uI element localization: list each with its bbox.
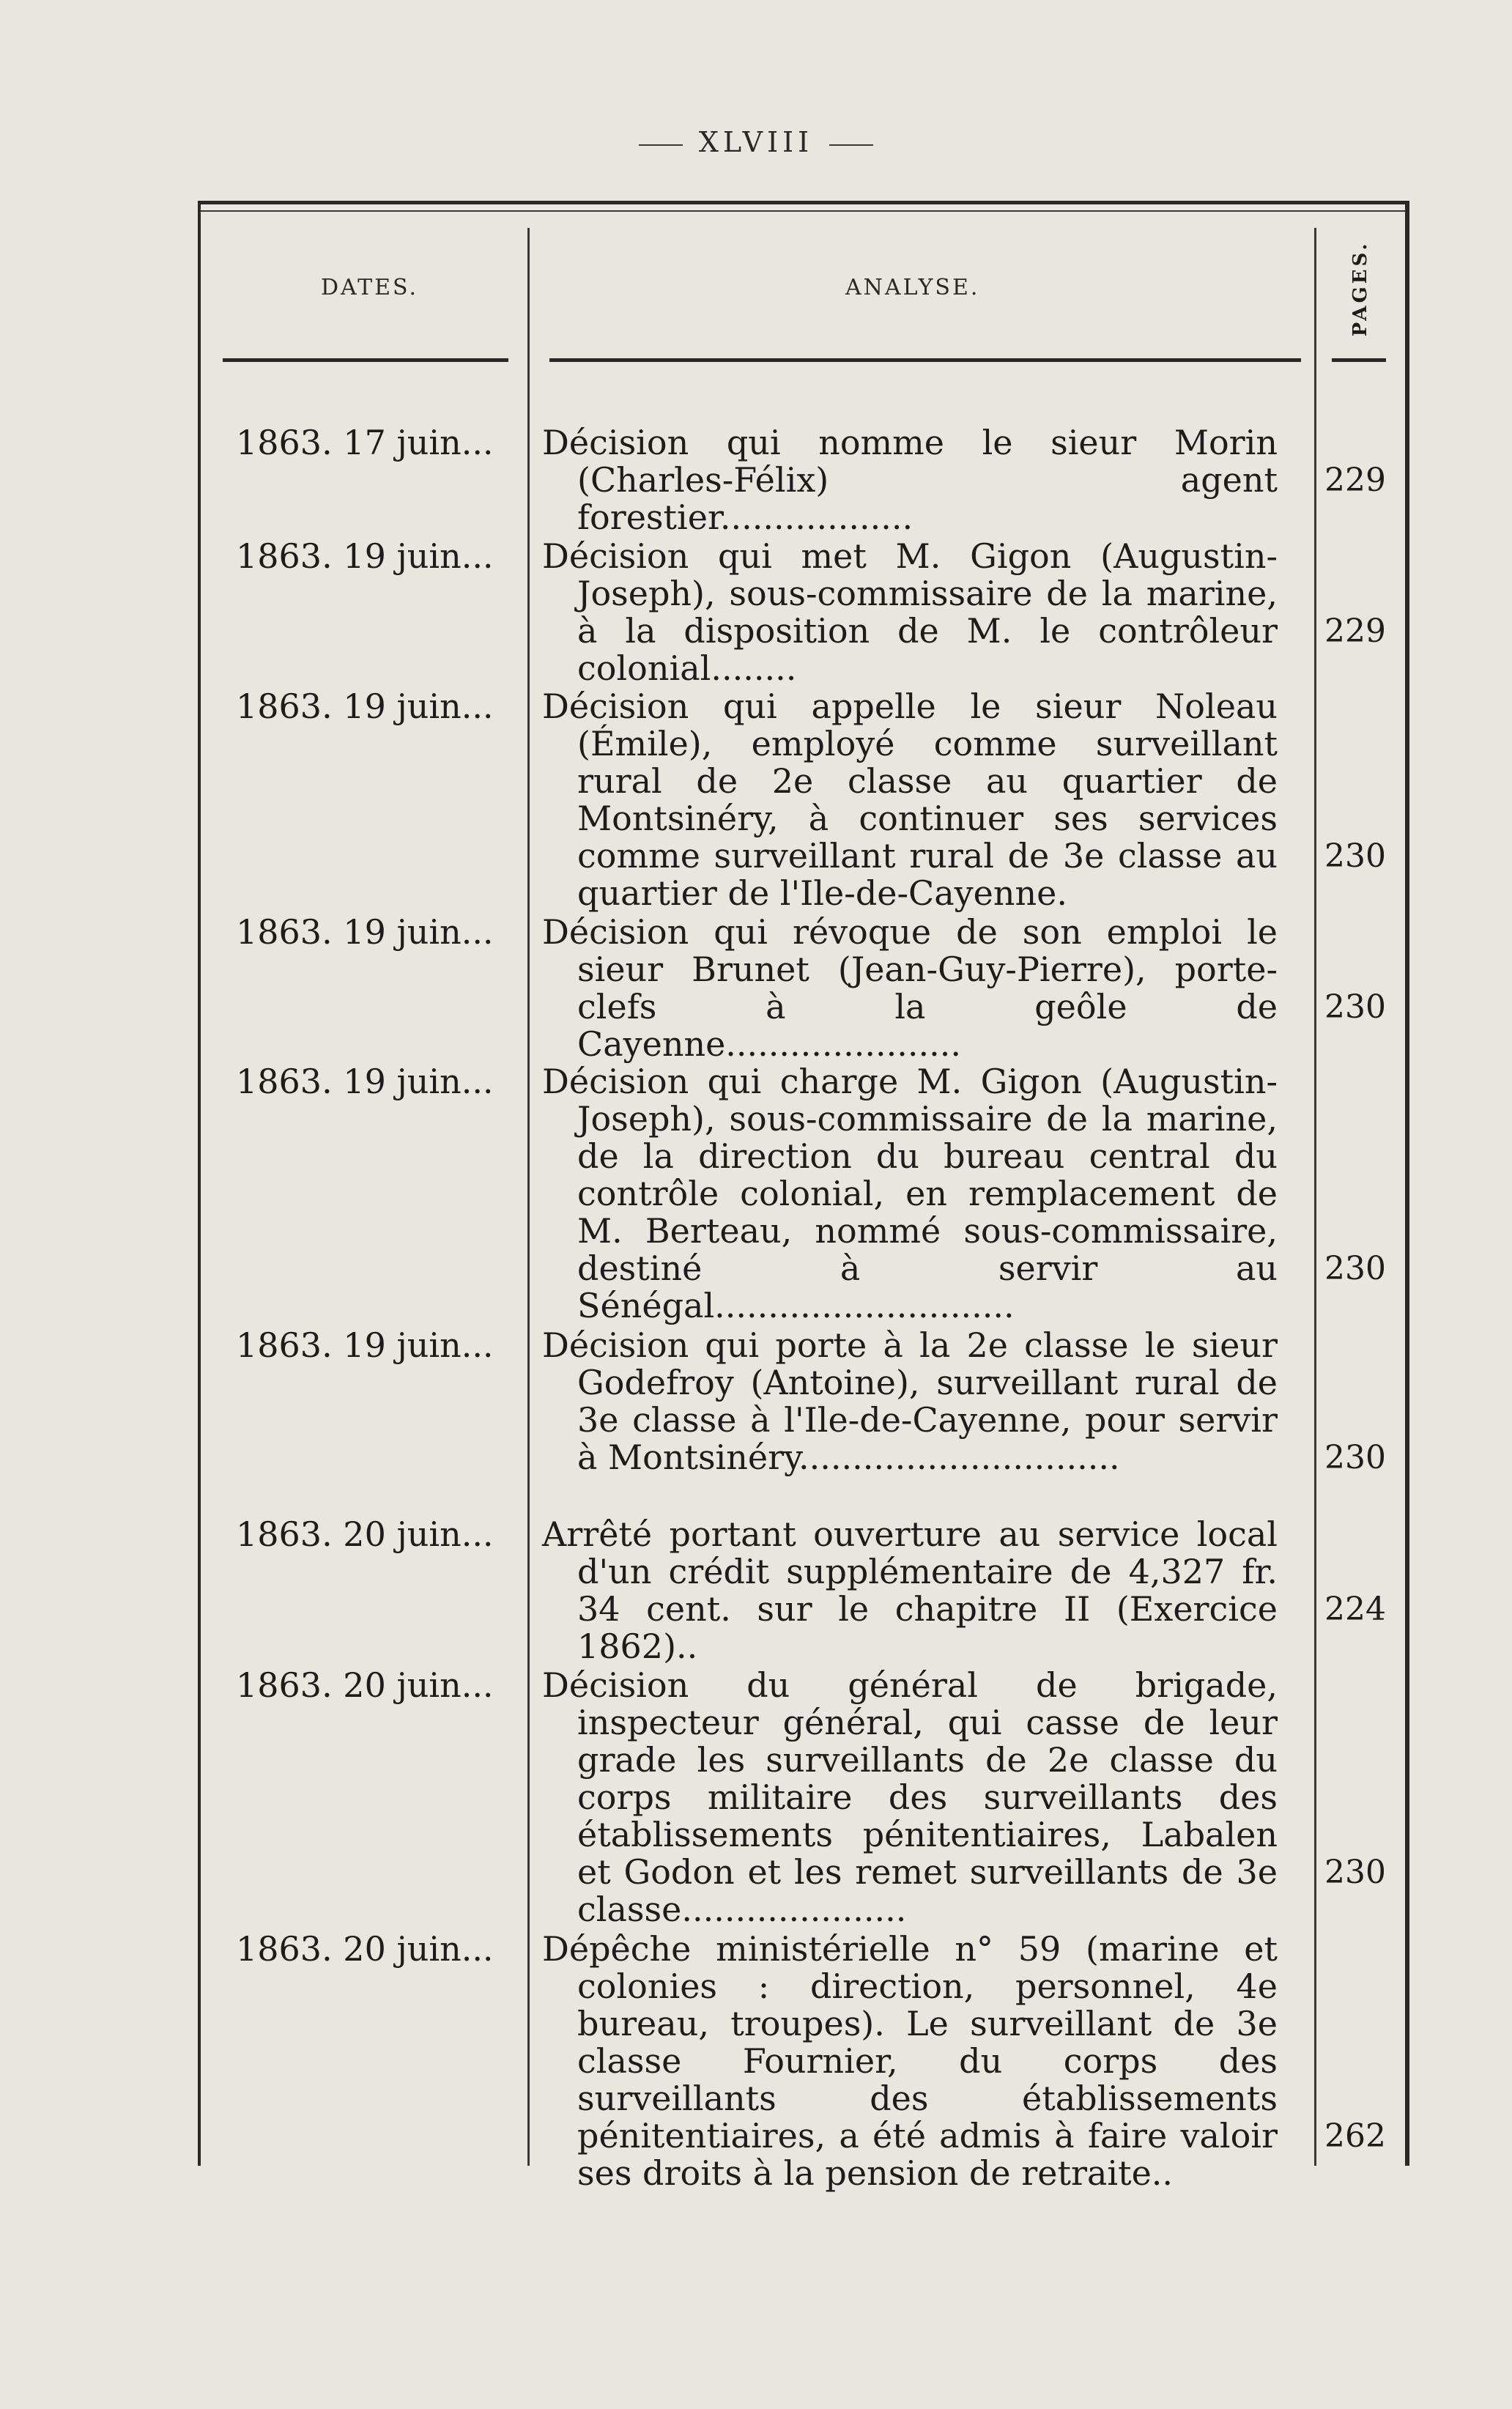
entry-analysis: Décision qui révoque de son emploi le sieur Brunet (Jean-Guy-Pierre), porte-clefs à la geôle de Cayenne...................... xyxy=(542,912,1278,1064)
header-dash-right xyxy=(829,144,873,146)
entry-date: 1863. 20 juin... xyxy=(236,1929,494,1969)
header-dates: DATES. xyxy=(321,275,419,300)
entry-page: 230 xyxy=(1324,1250,1386,1287)
entry-analysis: Dépêche ministérielle n° 59 (marine et colonies : direction, personnel, 4e bureau, troupes). Le surveillant de 3e classe Fournier, du corps des surveillants des établissements pénitentiaires, a été admis à faire valoir ses droits à la pension de retraite.. xyxy=(542,1929,1278,2193)
entry-date: 1863. 20 juin... xyxy=(236,1665,494,1705)
entry-date: 1863. 19 juin... xyxy=(236,912,494,952)
frame-inner-rule xyxy=(201,210,1405,212)
entry-date: 1863. 19 juin... xyxy=(236,536,494,576)
entry-analysis: Décision qui nomme le sieur Morin (Charles-Félix) agent forestier.................. xyxy=(542,423,1278,537)
entry-page: 262 xyxy=(1324,2117,1386,2155)
entry-analysis: Décision qui appelle le sieur Noleau (Émile), employé comme surveillant rural de 2e classe au quartier de Montsinéry, à continuer ses services comme surveillant rural de 3e classe au quartier de l'Ile-de-Cayenne. xyxy=(542,687,1278,913)
entry-date: 1863. 19 juin... xyxy=(236,687,494,726)
entry-analysis: Décision qui porte à la 2e classe le sieur Godefroy (Antoine), surveillant rural de 3e classe à l'Ile-de-Cayenne, pour servir à Montsinéry.............................. xyxy=(542,1325,1278,1477)
header-rule-pages xyxy=(1332,358,1386,362)
column-divider-dates xyxy=(527,228,530,2166)
header-pages xyxy=(1335,234,1386,344)
header-rule-dates xyxy=(223,358,508,362)
entry-date: 1863. 19 juin... xyxy=(236,1062,494,1101)
header-analyse: ANALYSE. xyxy=(845,275,980,300)
entry-page: 224 xyxy=(1324,1591,1386,1628)
entry-page: 230 xyxy=(1324,1439,1386,1476)
entry-date: 1863. 17 juin... xyxy=(236,423,494,462)
entry-analysis: Décision qui charge M. Gigon (Augustin-Joseph), sous-commissaire de la marine, de la direction du bureau central du contrôle colonial, en remplacement de M. Berteau, nommé sous-commissaire, destiné à servir au Sénégal............................ xyxy=(542,1062,1278,1325)
table-frame xyxy=(198,201,1409,2193)
header-rule-analyse xyxy=(549,358,1301,362)
entry-page: 229 xyxy=(1324,613,1386,650)
entry-page: 229 xyxy=(1324,462,1386,499)
page-number-header xyxy=(0,126,1512,158)
entry-analysis: Décision qui met M. Gigon (Augustin-Joseph), sous-commissaire de la marine, à la disposition de M. le contrôleur colonial........ xyxy=(542,536,1278,688)
entry-page: 230 xyxy=(1324,1854,1386,1891)
entry-analysis: Décision du général de brigade, inspecteur général, qui casse de leur grade les surveillants de 2e classe du corps militaire des surveillants des établissements pénitentiaires, Labalen et Godon et les remet surveillants de 3e classe..................... xyxy=(542,1665,1278,1929)
entry-analysis: Arrêté portant ouverture au service local d'un crédit supplémentaire de 4,327 fr. 34 cent. sur le chapitre II (Exercice 1862).. xyxy=(542,1514,1278,1666)
entry-page: 230 xyxy=(1324,988,1386,1026)
entry-page: 230 xyxy=(1324,837,1386,875)
entry-date: 1863. 20 juin... xyxy=(236,1514,494,1554)
header-pages-label: PAGES. xyxy=(1349,240,1371,337)
entry-date: 1863. 19 juin... xyxy=(236,1325,494,1365)
header-dash-left xyxy=(639,144,683,146)
page-roman-numeral: XLVIII xyxy=(698,126,814,158)
column-divider-analyse xyxy=(1314,228,1316,2166)
